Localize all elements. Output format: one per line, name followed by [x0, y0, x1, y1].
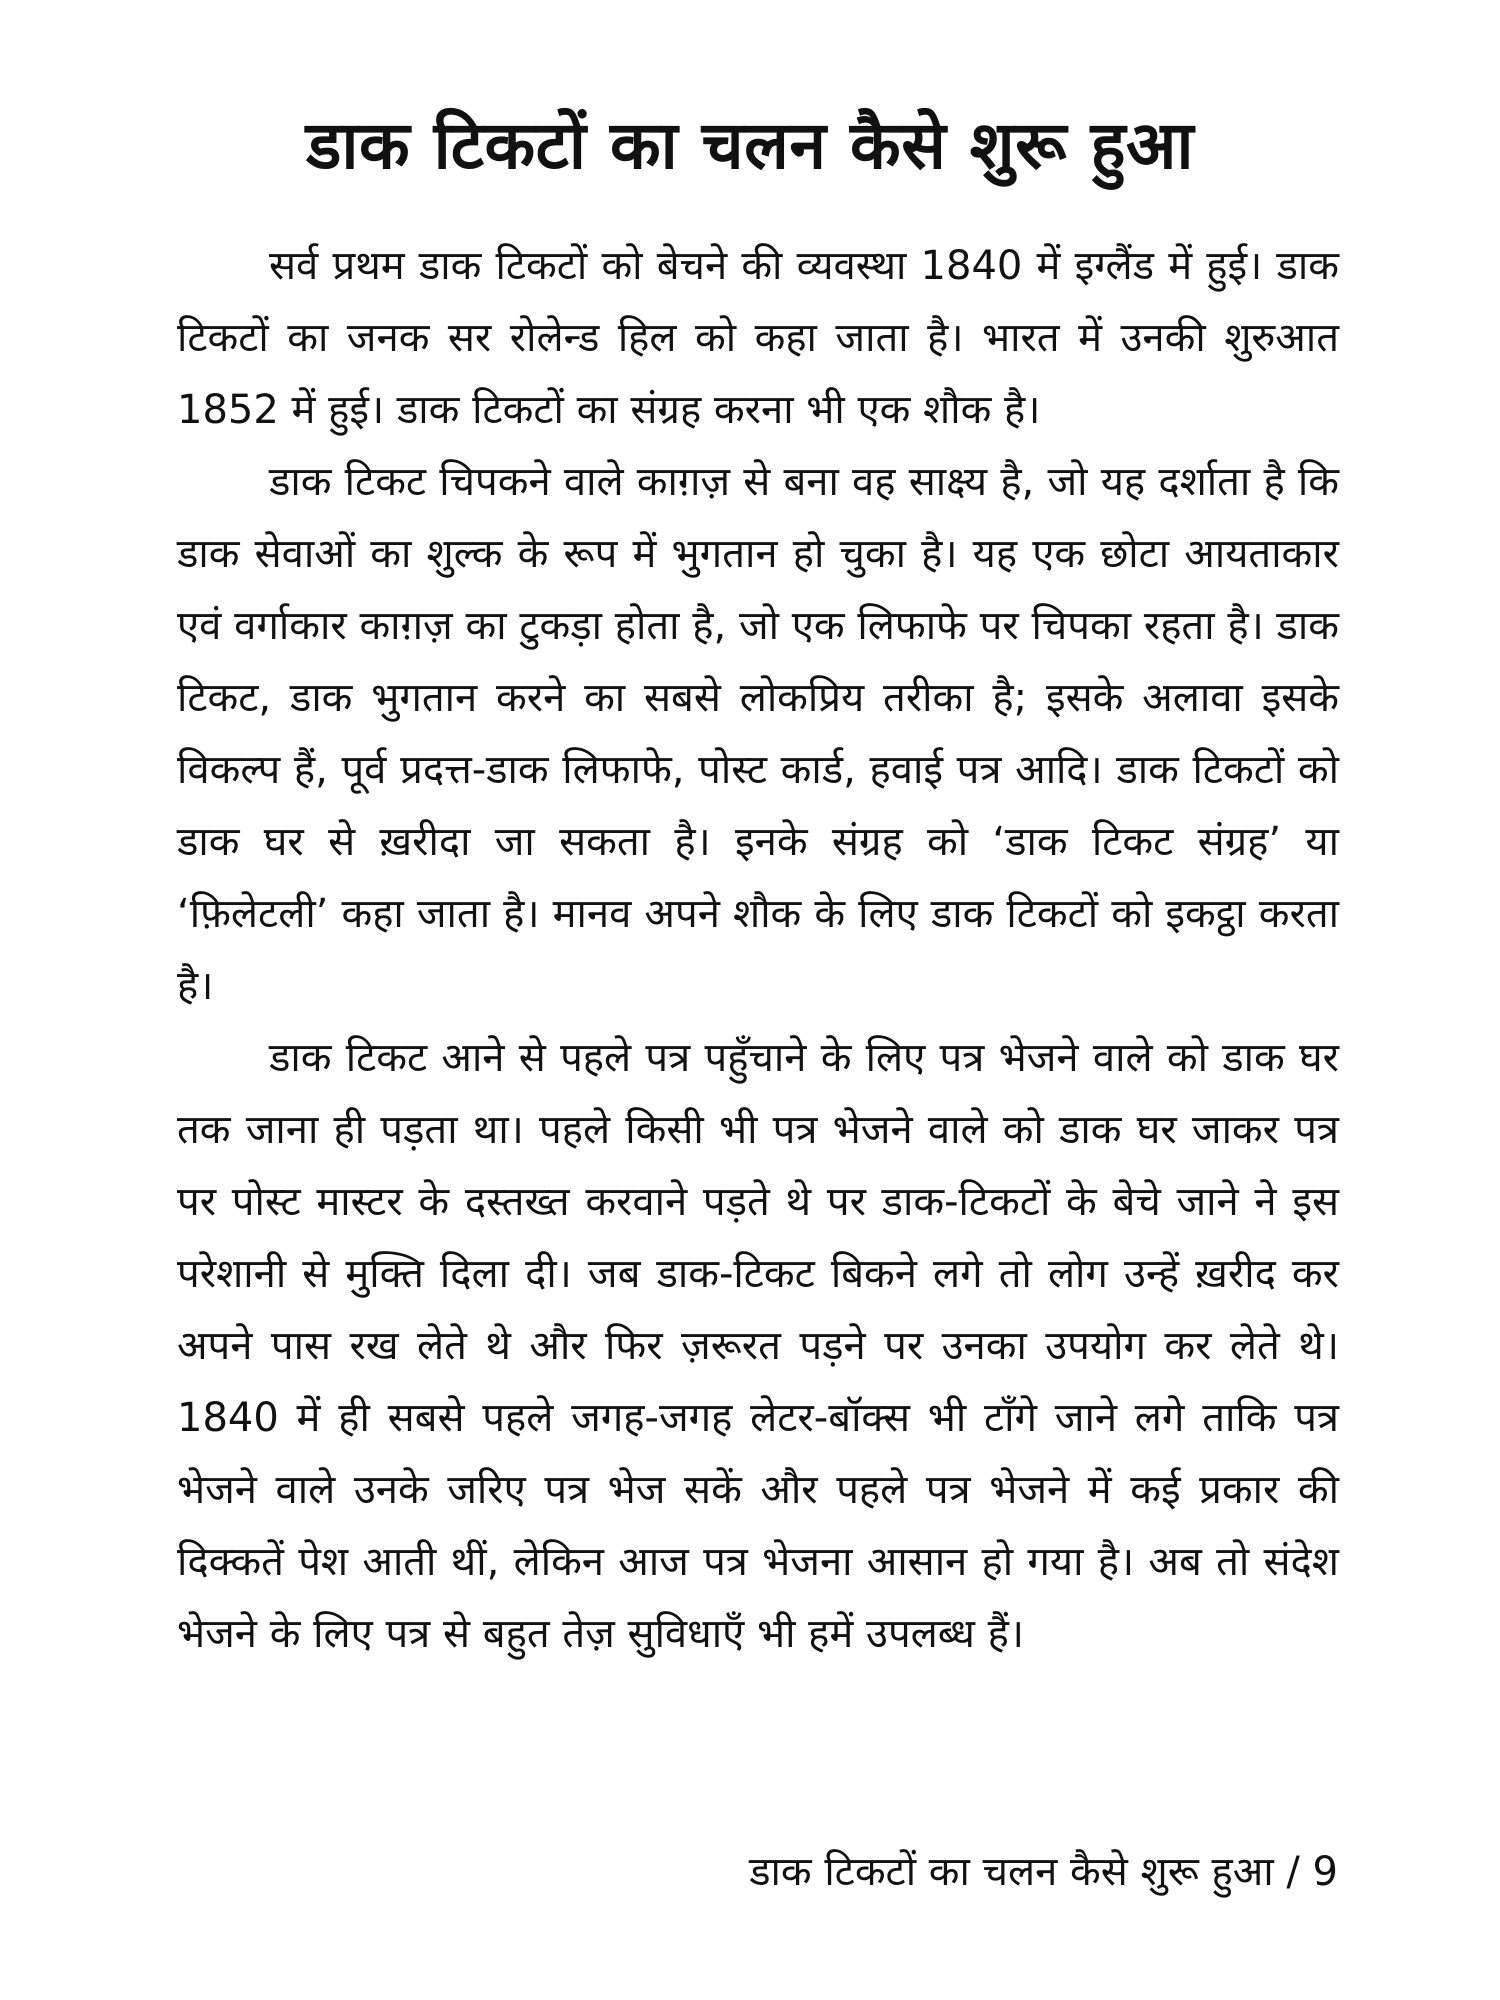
- page-title: डाक टिकटों का चलन कैसे शुरू हुआ: [306, 107, 1194, 185]
- paragraph-2: डाक टिकट चिपकने वाले काग़ज़ से बना वह साक्ष्य है, जो यह दर्शाता है कि डाक सेवाओं का शुल्क के रूप में भुगतान हो चुका है। यह एक छोटा आयताकार एवं वर्गाकार काग़ज़ का टुकड़ा होता है, जो एक लिफाफे पर चिपका रहता है। डाक टिकट, डाक भुगतान करने का सबसे लोकप्रिय तरीका है; इसके अलावा इसके विकल्प हैं, पूर्व प्रदत्त-डाक लिफाफे, पोस्ट कार्ड, हवाई पत्र आदि। डाक टिकटों को डाक घर से ख़रीदा जा सकता है। इनके संग्रह को ‘डाक टिकट संग्रह’ या ‘फ़िलेटली’ कहा जाता है। मानव अपने शौक के लिए डाक टिकटों को इकट्ठा करता है।: [177, 459, 1339, 1009]
- running-title: डाक टिकटों का चलन कैसे शुरू हुआ: [749, 1849, 1274, 1895]
- paragraph-1: सर्व प्रथम डाक टिकटों को बेचने की व्यवस्था 1840 में इग्लैंड में हुई। डाक टिकटों का जनक सर रोलेन्ड हिल को कहा जाता है। भारत में उनकी शुरुआत 1852 में हुई। डाक टिकटों का संग्रह करना भी एक शौक है।: [177, 243, 1339, 433]
- page-footer: [749, 1848, 1338, 1896]
- article-body: [177, 230, 1339, 1670]
- page-number: 9: [1312, 1849, 1338, 1895]
- paragraph-3: डाक टिकट आने से पहले पत्र पहुँचाने के लिए पत्र भेजने वाले को डाक घर तक जाना ही पड़ता था। पहले किसी भी पत्र भेजने वाले को डाक घर जाकर पत्र पर पोस्ट मास्टर के दस्तख्त करवाने पड़ते थे पर डाक-टिकटों के बेचे जाने ने इस परेशानी से मुक्ति दिला दी। जब डाक-टिकट बिकने लगे तो लोग उन्हें ख़रीद कर अपने पास रख लेते थे और फिर ज़रूरत पड़ने पर उनका उपयोग कर लेते थे। 1840 में ही सबसे पहले जगह-जगह लेटर-बॉक्स भी टाँगे जाने लगे ताकि पत्र भेजने वाले उनके जरिए पत्र भेज सकें और पहले पत्र भेजने में कई प्रकार की दिक्कतें पेश आती थीं, लेकिन आज पत्र भेजना आसान हो गया है। अब तो संदेश भेजने के लिए पत्र से बहुत तेज़ सुविधाएँ भी हमें उपलब्ध हैं।: [177, 1035, 1339, 1657]
- footer-separator: /: [1286, 1849, 1300, 1895]
